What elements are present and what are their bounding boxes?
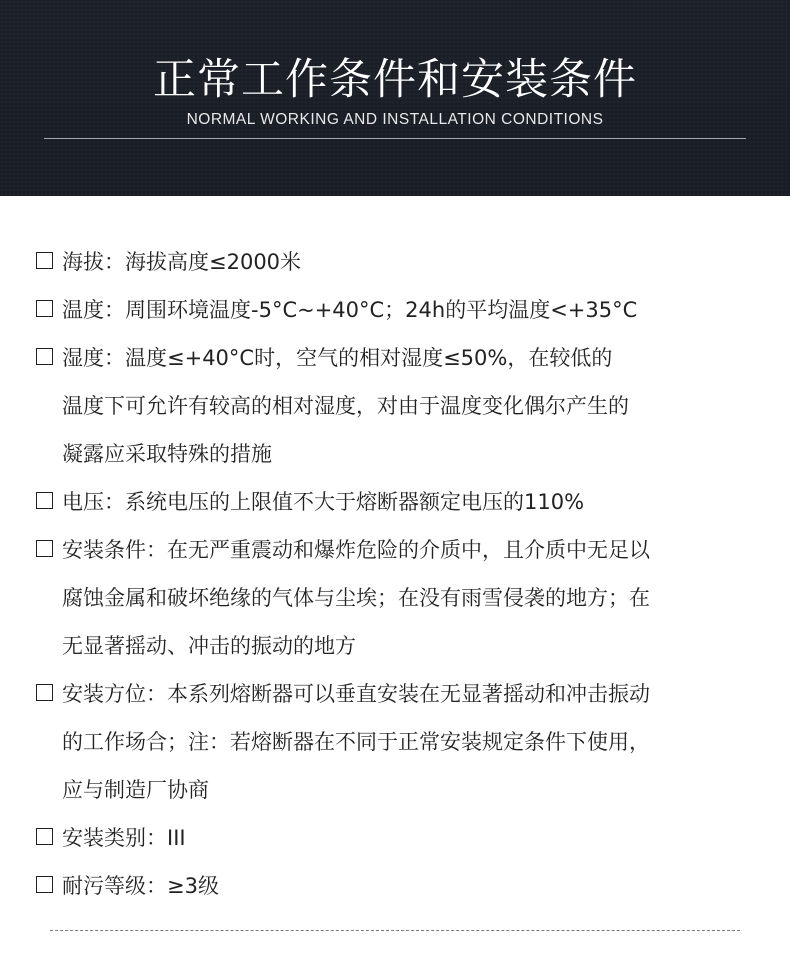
checkbox-icon: [36, 252, 53, 269]
condition-text: [62, 526, 760, 670]
page-title: 正常工作条件和安装条件: [153, 55, 637, 105]
condition-line: 腐蚀金属和破坏绝缘的气体与尘埃；在没有雨雪侵袭的地方；在: [62, 586, 650, 610]
header-banner: [0, 0, 790, 196]
condition-line: 的工作场合；注：若熔断器在不同于正常安装规定条件下使用，: [62, 730, 650, 754]
condition-pollution: [36, 862, 760, 910]
condition-humidity: [36, 334, 760, 478]
condition-line: 安装条件：在无严重震动和爆炸危险的介质中，且介质中无足以: [62, 538, 650, 562]
conditions-list: [36, 238, 760, 910]
condition-text: [62, 814, 760, 862]
condition-text: [62, 238, 760, 286]
checkbox-icon: [36, 828, 53, 845]
condition-line: 无显著摇动、冲击的振动的地方: [62, 634, 356, 658]
condition-line: 电压：系统电压的上限值不大于熔断器额定电压的110%: [62, 490, 585, 514]
condition-text: [62, 670, 760, 814]
checkbox-icon: [36, 540, 53, 557]
condition-text: [62, 286, 760, 334]
condition-line: 海拔：海拔高度≤2000米: [62, 250, 302, 274]
condition-line: 安装方位：本系列熔断器可以垂直安装在无显著摇动和冲击振动: [62, 682, 650, 706]
condition-voltage: [36, 478, 760, 526]
condition-line: 凝露应采取特殊的措施: [62, 442, 272, 466]
checkbox-icon: [36, 492, 53, 509]
condition-line: 温度：周围环境温度-5°C~+40°C；24h的平均温度<+35°C: [62, 298, 638, 322]
condition-line: 应与制造厂协商: [62, 778, 209, 802]
condition-altitude: [36, 238, 760, 286]
page-subtitle: NORMAL WORKING AND INSTALLATION CONDITIONS: [186, 111, 604, 128]
condition-category: [36, 814, 760, 862]
header-divider: [44, 138, 746, 139]
condition-temperature: [36, 286, 760, 334]
condition-line: 湿度：温度≤+40°C时，空气的相对湿度≤50%，在较低的: [62, 346, 613, 370]
checkbox-icon: [36, 684, 53, 701]
checkbox-icon: [36, 348, 53, 365]
condition-line: 安装类别：III: [62, 826, 186, 850]
footer-divider: [50, 930, 740, 931]
condition-line: 耐污等级：≥3级: [62, 874, 219, 898]
condition-line: 温度下可允许有较高的相对湿度，对由于温度变化偶尔产生的: [62, 394, 629, 418]
condition-orientation: [36, 670, 760, 814]
condition-text: [62, 478, 760, 526]
condition-text: [62, 862, 760, 910]
checkbox-icon: [36, 876, 53, 893]
condition-text: [62, 334, 760, 478]
condition-installation: [36, 526, 760, 670]
checkbox-icon: [36, 300, 53, 317]
